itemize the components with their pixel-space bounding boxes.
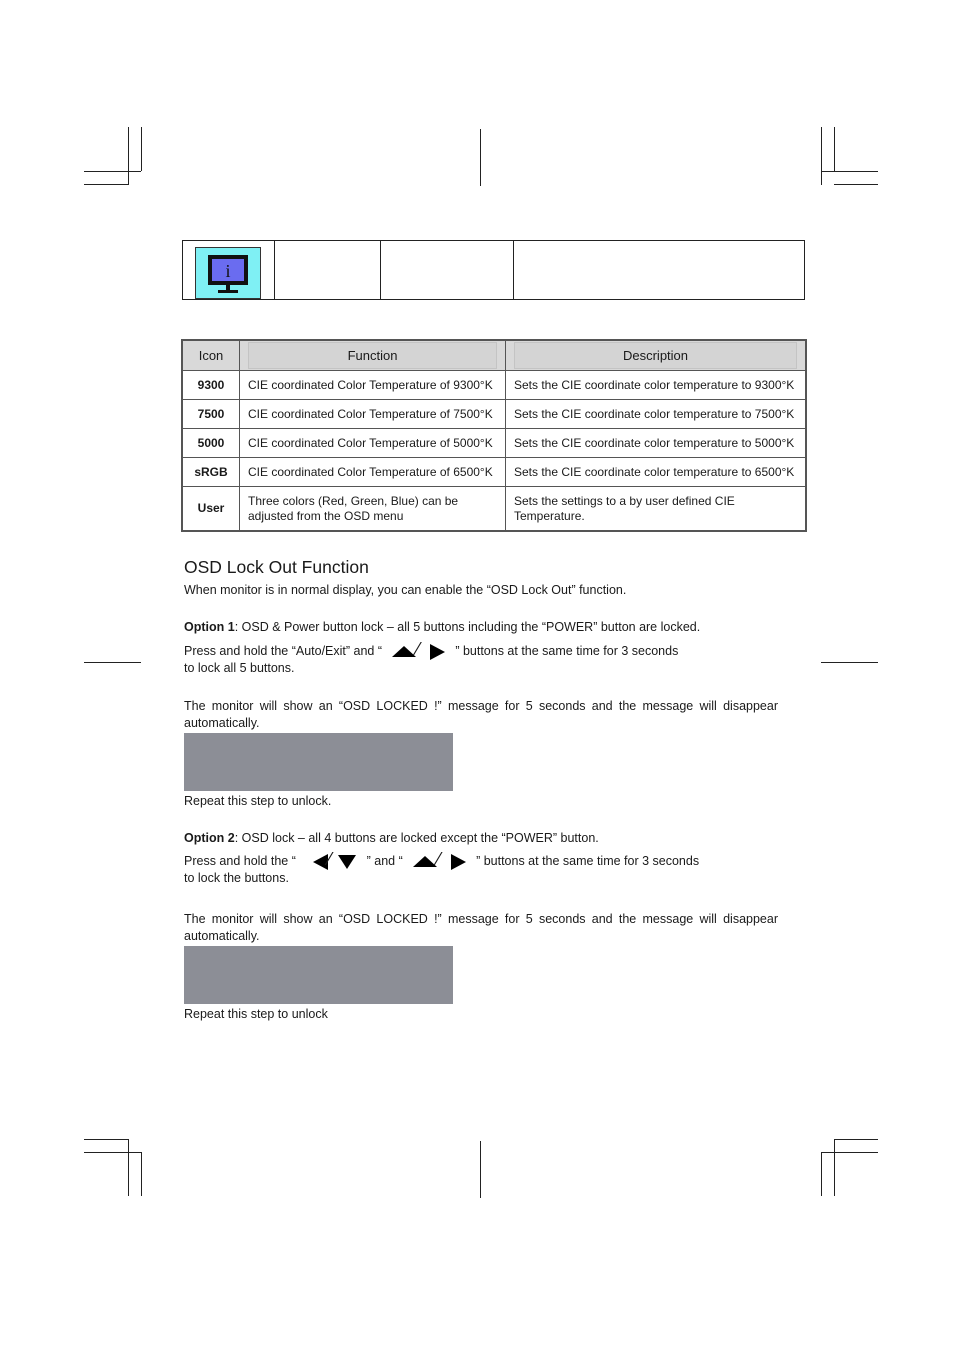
option1-press-a: Press and hold the “Auto/Exit” and “ — [184, 644, 383, 658]
header-icon: Icon — [182, 340, 240, 371]
row-icon: 7500 — [182, 400, 240, 429]
row-description: Sets the settings to a by user defined CIE Temperature. — [506, 487, 807, 532]
option2-press-a: Press and hold the “ — [184, 854, 296, 868]
option2-press-c: ” buttons at the same time for 3 seconds — [476, 854, 700, 868]
table-row — [182, 458, 806, 487]
row-function: CIE coordinated Color Temperature of 6500°K — [240, 458, 506, 487]
option2-repeat: Repeat this step to unlock — [184, 1007, 328, 1021]
svg-text:i: i — [225, 261, 231, 281]
table-row — [182, 429, 806, 458]
header-function: Function — [240, 340, 506, 371]
option1-message: The monitor will show an “OSD LOCKED !” message for 5 seconds and the message will disappear automatically. — [184, 699, 778, 730]
option1-press: Press and hold the “Auto/Exit” and “ ⁄ ” buttons at the same time for 3 seconds to lock all 5 buttons. — [184, 639, 679, 675]
row-function: CIE coordinated Color Temperature of 7500°K — [240, 400, 506, 429]
info-monitor-icon — [195, 247, 261, 299]
option2-press-b: ” and “ — [366, 854, 403, 868]
row-function: CIE coordinated Color Temperature of 5000°K — [240, 429, 506, 458]
option2-press-d: to lock the buttons. — [184, 871, 289, 885]
up-arrow-icon — [413, 856, 437, 867]
osd-locked-message-box — [184, 946, 453, 1004]
osd-locked-message-box — [184, 733, 453, 791]
table-header-row — [182, 340, 806, 371]
info-icon-cell — [183, 241, 275, 299]
info-cell-4 — [514, 241, 804, 299]
row-icon: 9300 — [182, 371, 240, 400]
right-arrow-icon — [451, 854, 466, 870]
row-description: Sets the CIE coordinate color temperature to 7500°K — [506, 400, 807, 429]
option2-message: The monitor will show an “OSD LOCKED !” message for 5 seconds and the message will disappear automatically. — [184, 912, 778, 943]
table-row — [182, 371, 806, 400]
right-arrow-icon — [430, 644, 445, 660]
row-description: Sets the CIE coordinate color temperature to 5000°K — [506, 429, 807, 458]
info-cell-3 — [381, 241, 514, 299]
row-icon: User — [182, 487, 240, 532]
option1-repeat: Repeat this step to unlock. — [184, 794, 332, 808]
row-function: Three colors (Red, Green, Blue) can be adjusted from the OSD menu — [240, 487, 506, 532]
option1-press-b: ” buttons at the same time for 3 seconds — [455, 644, 679, 658]
option1-label: Option 1 — [184, 620, 235, 634]
option2-text: : OSD lock – all 4 buttons are locked except the “POWER” button. — [234, 831, 599, 845]
row-description: Sets the CIE coordinate color temperature to 6500°K — [506, 458, 807, 487]
color-temperature-table — [181, 339, 807, 532]
option2-line — [184, 830, 778, 847]
info-cell-2 — [275, 241, 381, 299]
section-title: OSD Lock Out Function — [184, 557, 369, 577]
option2-press: Press and hold the “ ⁄ ” and “ ⁄ ” buttons at the same time for 3 seconds to lock the buttons. — [184, 849, 700, 885]
down-arrow-icon — [338, 855, 356, 869]
option1-line — [184, 619, 778, 636]
table-row — [182, 487, 806, 532]
left-arrow-icon — [313, 854, 328, 870]
up-arrow-icon — [392, 646, 416, 657]
row-icon: sRGB — [182, 458, 240, 487]
option2-label: Option 2 — [184, 831, 235, 845]
row-function: CIE coordinated Color Temperature of 9300°K — [240, 371, 506, 400]
section-intro: When monitor is in normal display, you can enable the “OSD Lock Out” function. — [184, 583, 627, 597]
header-description: Description — [506, 340, 807, 371]
option1-press-c: to lock all 5 buttons. — [184, 661, 295, 675]
row-description: Sets the CIE coordinate color temperature to 9300°K — [506, 371, 807, 400]
table-row — [182, 400, 806, 429]
info-table — [182, 240, 805, 300]
option1-text: : OSD & Power button lock – all 5 buttons including the “POWER” button are locked. — [234, 620, 701, 634]
row-icon: 5000 — [182, 429, 240, 458]
